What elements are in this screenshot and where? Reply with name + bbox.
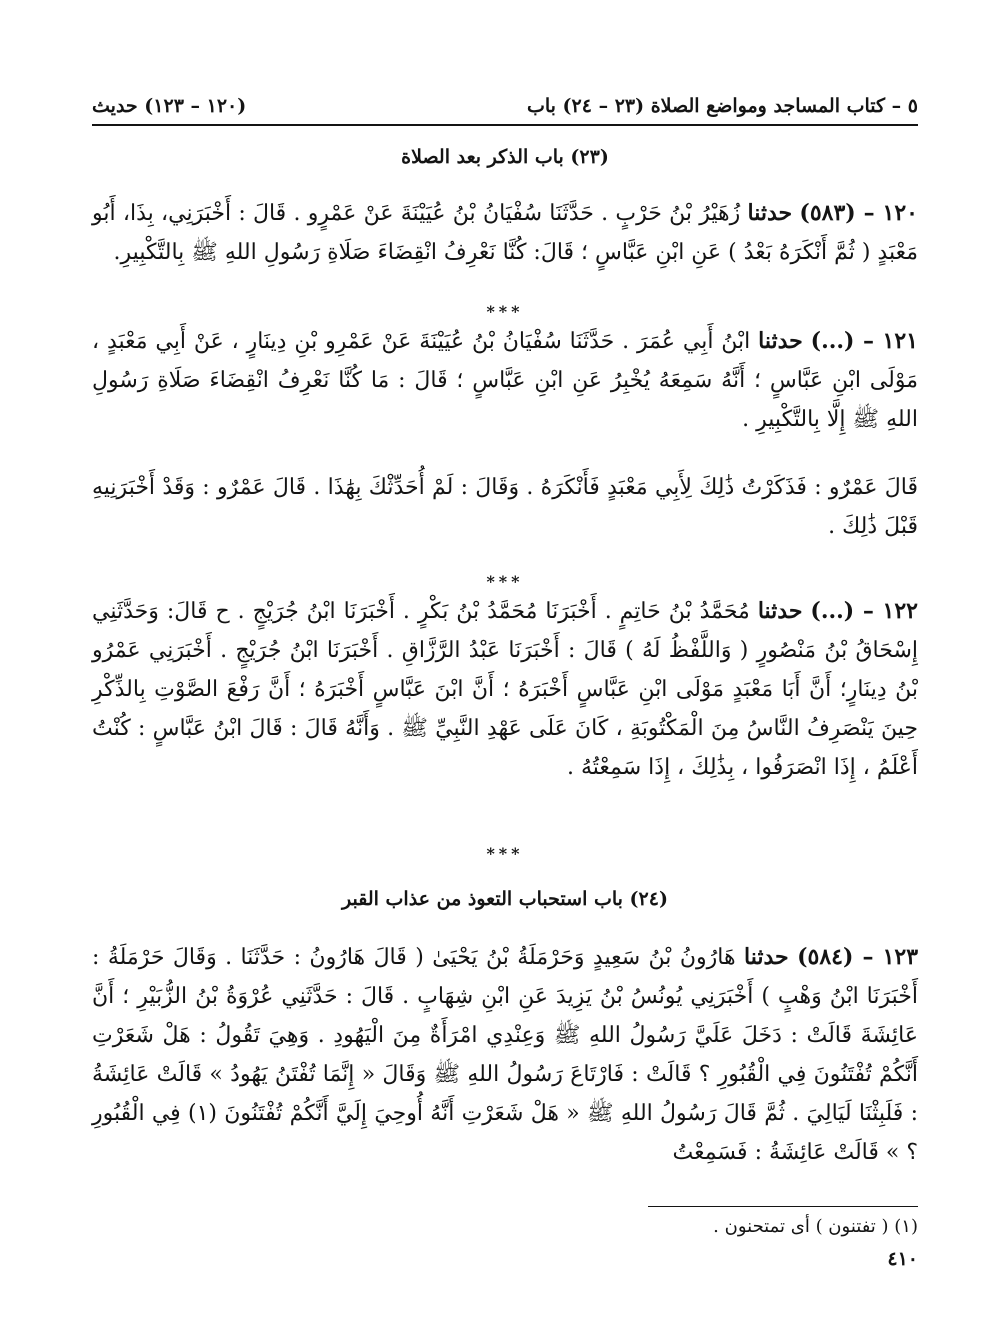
header-rule (92, 124, 918, 126)
hadith-keyword: حدثنا (747, 200, 793, 226)
hadith-keyword: حدثنا (757, 598, 803, 624)
hadith-number: ١٢٢ – (...) (810, 598, 918, 624)
hadith-number: ١٢٠ – (٥٨٣) (799, 200, 918, 226)
hadith-text: هَارُونُ بْنُ سَعِيدٍ وَحَرْمَلَةُ بْنُ يَحْيَىٰ ( قَالَ هَارُونُ : حَدَّثَنَا . وَقَالَ حَرْمَلَةُ : أَخْبَرَنَا ابْنُ وَهْبٍ ) أَخْبَرَنِي يُونُسُ بْنُ يَزِيدَ عَنِ ابْنِ شِهَابٍ . قَالَ : حَدَّثَنِي عُرْوَةُ بْنُ الزُّبَيْرِ ؛ أَنَّ عَائِشَةَ قَالَتْ : دَخَلَ عَلَيَّ رَسُولُ اللهِ ﷺ وَعِنْدِي امْرَأَةٌ مِنَ الْيَهُودِ . وَهِيَ تَقُولُ : هَلْ شَعَرْتِ أَنَّكُمْ تُفْتَنُونَ فِي الْقُبُورِ ؟ قَالَتْ : فَارْتَاعَ رَسُولُ اللهِ ﷺ وَقَالَ « إِنَّمَا تُفْتَنُ يَهُودُ » قَالَتْ عَائِشَةُ : فَلَبِثْنَا لَيَالِيَ . ثُمَّ قَالَ رَسُولُ اللهِ ﷺ « هَلْ شَعَرْتِ أَنَّهُ أُوحِيَ إِلَيَّ أَنَّكُمْ تُفْتَنُونَ (١) فِي الْقُبُورِ ؟ » قَالَتْ عَائِشَةُ : فَسَمِعْتُ (92, 945, 919, 1165)
section-separator: *** (486, 844, 524, 863)
section-separator: *** (486, 302, 524, 321)
hadith-text: زُهَيْرُ بْنُ حَرْبٍ . حَدَّثَنَا سُفْيَانُ بْنُ عُيَيْنَةَ عَنْ عَمْرٍو . قَالَ : أَخْبَرَنِي، بِذَا، أَبُو مَعْبَدٍ ( ثُمَّ أَنْكَرَهُ بَعْدُ ) عَنِ ابْنِ عَبَّاسٍ ؛ قَالَ: كُنَّا نَعْرِفُ انْقِضَاءَ صَلَاةِ رَسُولِ اللهِ ﷺ بِالتَّكْبِيرِ. (92, 201, 918, 265)
hadith-121 (92, 322, 918, 439)
hadith-keyword: حدثنا (744, 944, 789, 970)
hadith-text: مُحَمَّدُ بْنُ حَاتِمٍ . أَخْبَرَنَا مُحَمَّدُ بْنُ بَكْرٍ . أَخْبَرَنَا ابْنُ جُرَيْجٍ . ح قَالَ: وَحَدَّثَنِي إِسْحَاقُ بْنُ مَنْصُورٍ ( وَاللَّفْظُ لَهُ ) قَالَ : أَخْبَرَنَا عَبْدُ الرَّزَّاقِ . أَخْبَرَنَا ابْنُ جُرَيْجٍ . أَخْبَرَنِي عَمْرُو بْنُ دِينَارٍ؛ أَنَّ أَبَا مَعْبَدٍ مَوْلَى ابْنِ عَبَّاسٍ أَخْبَرَهُ ؛ أَنَّ ابْنَ عَبَّاسٍ أَخْبَرَهُ ؛ أَنَّ رَفْعَ الصَّوْتِ بِالذِّكْرِ حِينَ يَنْصَرِفُ النَّاسُ مِنَ الْمَكْتُوبَةِ ، كَانَ عَلَى عَهْدِ النَّبِيِّ ﷺ . وَأَنَّهُ قَالَ : قَالَ ابْنُ عَبَّاسٍ : كُنْتُ أَعْلَمُ ، إِذَا انْصَرَفُوا ، بِذَٰلِكَ ، إِذَا سَمِعْتُهُ . (92, 599, 918, 780)
hadith-123 (92, 938, 918, 1172)
header-hadith-range: (١٢٠ – ١٢٣) حديث (92, 95, 247, 117)
running-header (92, 88, 918, 124)
hadith-text: ابْنُ أَبِي عُمَرَ . حَدَّثَنَا سُفْيَانُ بْنُ عُيَيْنَةَ عَنْ عَمْرِو بْنِ دِينَارٍ ، عَنْ أَبِي مَعْبَدٍ ، مَوْلَى ابْنِ عَبَّاسٍ ؛ أَنَّهُ سَمِعَهُ يُخْبِرُ عَنِ ابْنِ عَبَّاسٍ ؛ قَالَ : مَا كُنَّا نَعْرِفُ انْقِضَاءَ صَلَاةِ رَسُولِ اللهِ ﷺ إِلَّا بِالتَّكْبِيرِ . (92, 329, 918, 432)
footnote-rule (648, 1206, 918, 1207)
hadith-number: ١٢١ – (...) (810, 328, 918, 354)
hadith-121-continuation: قَالَ عَمْرٌو : فَذَكَرْتُ ذَٰلِكَ لِأَبِي مَعْبَدٍ فَأَنْكَرَهُ . وَقَالَ : لَمْ أُحَدِّثْكَ بِهَٰذَا . قَالَ عَمْرٌو : وَقَدْ أَخْبَرَنِيهِ قَبْلَ ذَٰلِكَ . (92, 475, 918, 539)
hadith-keyword: حدثنا (758, 328, 803, 354)
page-number: ٤١٠ (887, 1248, 918, 1270)
hadith-120 (92, 194, 918, 272)
chapter-title-24: (٢٤) باب استحباب التعوذ من عذاب القبر (342, 888, 668, 910)
header-chapter-info: ٥ – كتاب المساجد ومواضع الصلاة (٢٣ – ٢٤) باب (526, 95, 918, 117)
footnote: (١) ( تفتنون ) أى تمتحنون . (713, 1216, 918, 1237)
section-separator: *** (486, 572, 524, 591)
hadith-number: ١٢٣ – (٥٨٤) (797, 944, 919, 970)
hadith-122 (92, 592, 918, 787)
chapter-title-23: (٢٣) باب الذكر بعد الصلاة (401, 146, 609, 168)
